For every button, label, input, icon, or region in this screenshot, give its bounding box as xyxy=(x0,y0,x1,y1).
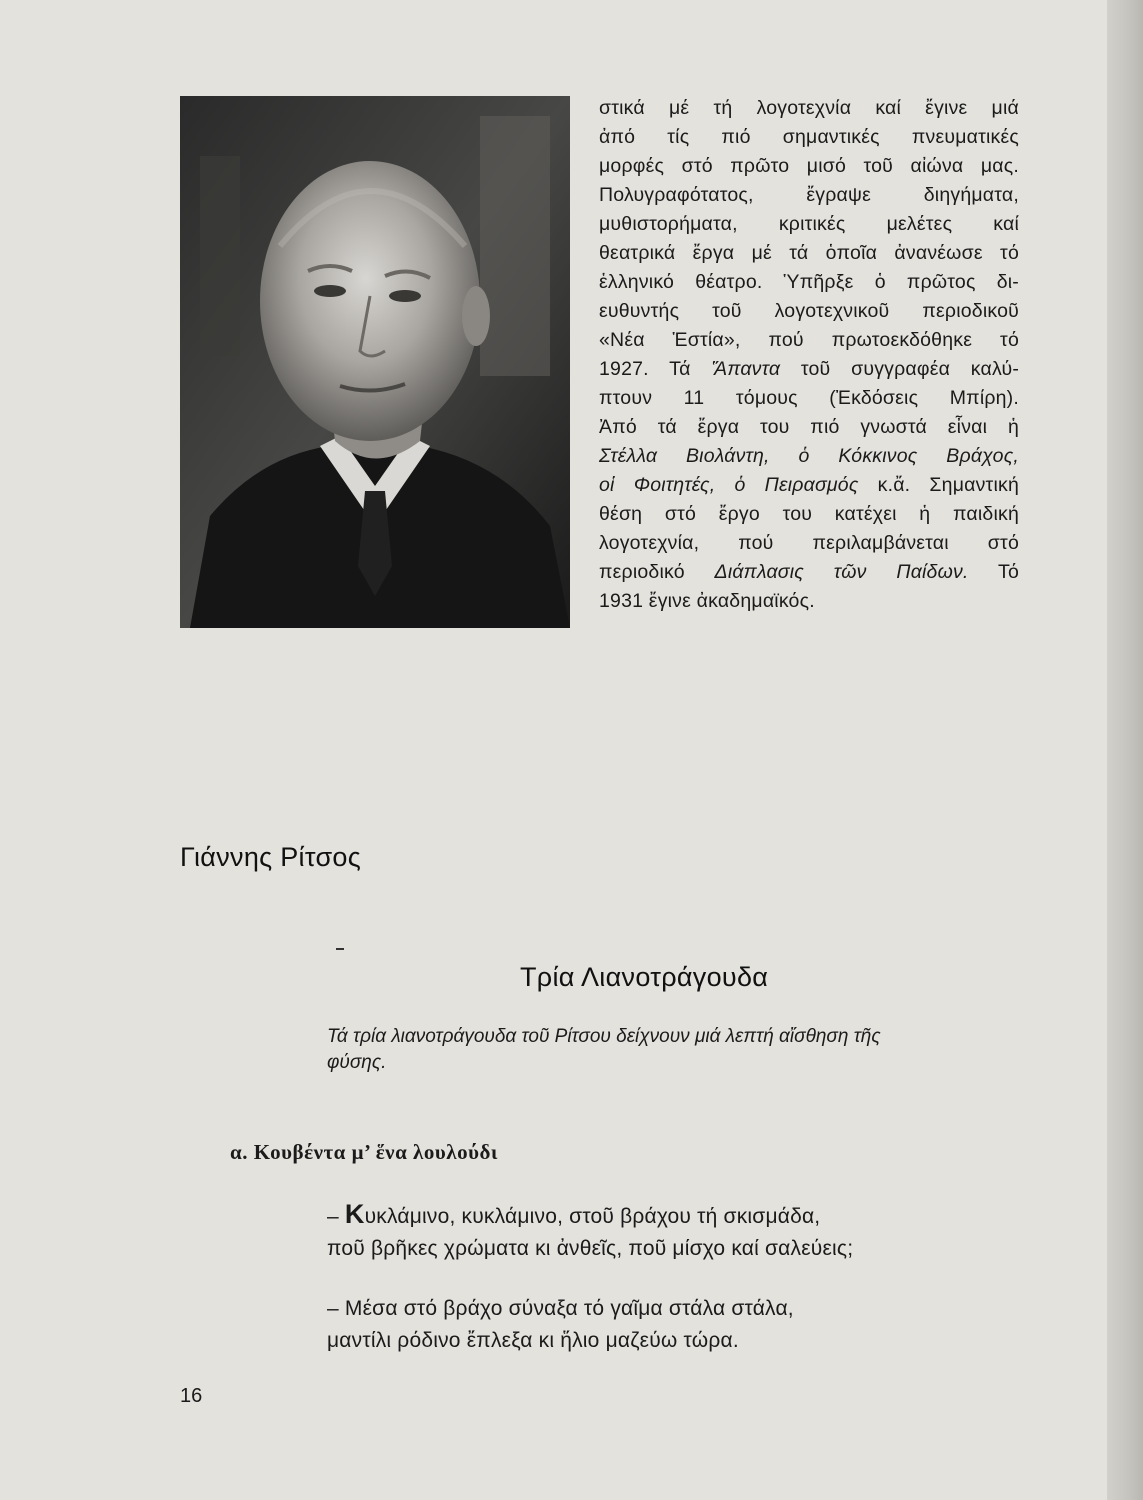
bio-line xyxy=(599,558,1019,587)
magazine-title: Διάπλασις τῶν Παίδων. xyxy=(714,561,969,583)
stray-mark xyxy=(336,948,344,950)
bio-text: 1927. Τά xyxy=(599,358,712,380)
author-biography xyxy=(599,94,1019,616)
bio-line: ἑλληνικό θέατρο. Ὑπῆρξε ὁ πρῶτος δι- xyxy=(599,271,1019,293)
portrait-image xyxy=(180,96,570,628)
bio-text: περιοδικό xyxy=(599,561,715,583)
poem-introduction xyxy=(327,1024,1007,1076)
bio-line xyxy=(599,471,1019,500)
drop-cap: Κ xyxy=(344,1199,365,1229)
bio-line: 1931 ἔγινε ἀκαδημαϊκός. xyxy=(599,590,815,612)
poem-stanza-1 xyxy=(327,1198,1007,1265)
bio-line: στικά μέ τή λογοτεχνία καί ἔγινε μιά xyxy=(599,97,1019,119)
poem-title: Τρία Λιανοτράγουδα xyxy=(520,962,769,992)
bio-line: μυθιστορήματα, κριτικές μελέτες καί xyxy=(599,213,1019,235)
bio-line: Ἀπό τά ἔργα του πιό γνωστά εἶναι ἡ xyxy=(599,416,1019,438)
bio-text: Τό xyxy=(968,561,1019,583)
author-portrait xyxy=(180,96,570,628)
poem-stanza-2 xyxy=(327,1293,1007,1357)
bio-line: ἀπό τίς πιό σημαντικές πνευματικές xyxy=(599,126,1019,148)
book-titles-line: Στέλλα Βιολάντη, ὁ Κόκκινος Βράχος, xyxy=(599,445,1019,467)
bio-line: «Νέα Ἑστία», πού πρωτοεκδόθηκε τό xyxy=(599,329,1019,351)
book-titles: οἱ Φοιτητές, ὁ Πειρασμός xyxy=(599,474,859,496)
bio-line xyxy=(599,355,1019,384)
intro-line: Τά τρία λιανοτράγουδα τοῦ Ρίτσου δείχνουν μιά λεπτή αἴσθηση τῆς xyxy=(327,1026,881,1047)
intro-line: φύσης. xyxy=(327,1052,387,1073)
verse-line xyxy=(327,1198,1007,1233)
author-name: Γιάννης Ρίτσος xyxy=(180,842,362,872)
verse-text: υκλάμινο, κυκλάμινο, στοῦ βράχου τή σκισμάδα, xyxy=(364,1205,821,1228)
bio-line: Πολυγραφότατος, ἔγραψε διηγήματα, xyxy=(599,184,1019,206)
bio-text: κ.ἄ. Σημαντική xyxy=(858,474,1019,496)
page-edge-shadow xyxy=(1107,0,1143,1500)
verse-dash: – xyxy=(327,1205,345,1228)
bio-line: λογοτεχνία, πού περιλαμβάνεται στό xyxy=(599,532,1019,554)
verse-line: μαντίλι ρόδινο ἔπλεξα κι ἥλιο μαζεύω τώρα. xyxy=(327,1329,739,1352)
verse-line: ποῦ βρῆκες χρώματα κι ἀνθεῖς, ποῦ μίσχο καί σαλεύεις; xyxy=(327,1237,854,1260)
book-title: Ἅπαντα xyxy=(711,358,781,380)
page-number: 16 xyxy=(180,1385,203,1407)
bio-line: θέση στό ἔργο του κατέχει ἡ παιδική xyxy=(599,503,1019,525)
verse-line: – Μέσα στό βράχο σύναξα τό γαῖμα στάλα στάλα, xyxy=(327,1297,794,1320)
bio-text: τοῦ συγγραφέα καλύ- xyxy=(780,358,1020,380)
bio-line: πτουν 11 τόμους (Ἐκδόσεις Μπίρη). xyxy=(599,387,1019,409)
bio-line: ευθυντής τοῦ λογοτεχνικοῦ περιοδικοῦ xyxy=(599,300,1019,322)
section-heading: α. Κουβέντα μ’ ἕνα λουλούδι xyxy=(230,1140,498,1164)
bio-line: θεατρικά ἔργα μέ τά ὁποῖα ἀνανέωσε τό xyxy=(599,242,1019,264)
bio-line: μορφές στό πρῶτο μισό τοῦ αἰώνα μας. xyxy=(599,155,1019,177)
